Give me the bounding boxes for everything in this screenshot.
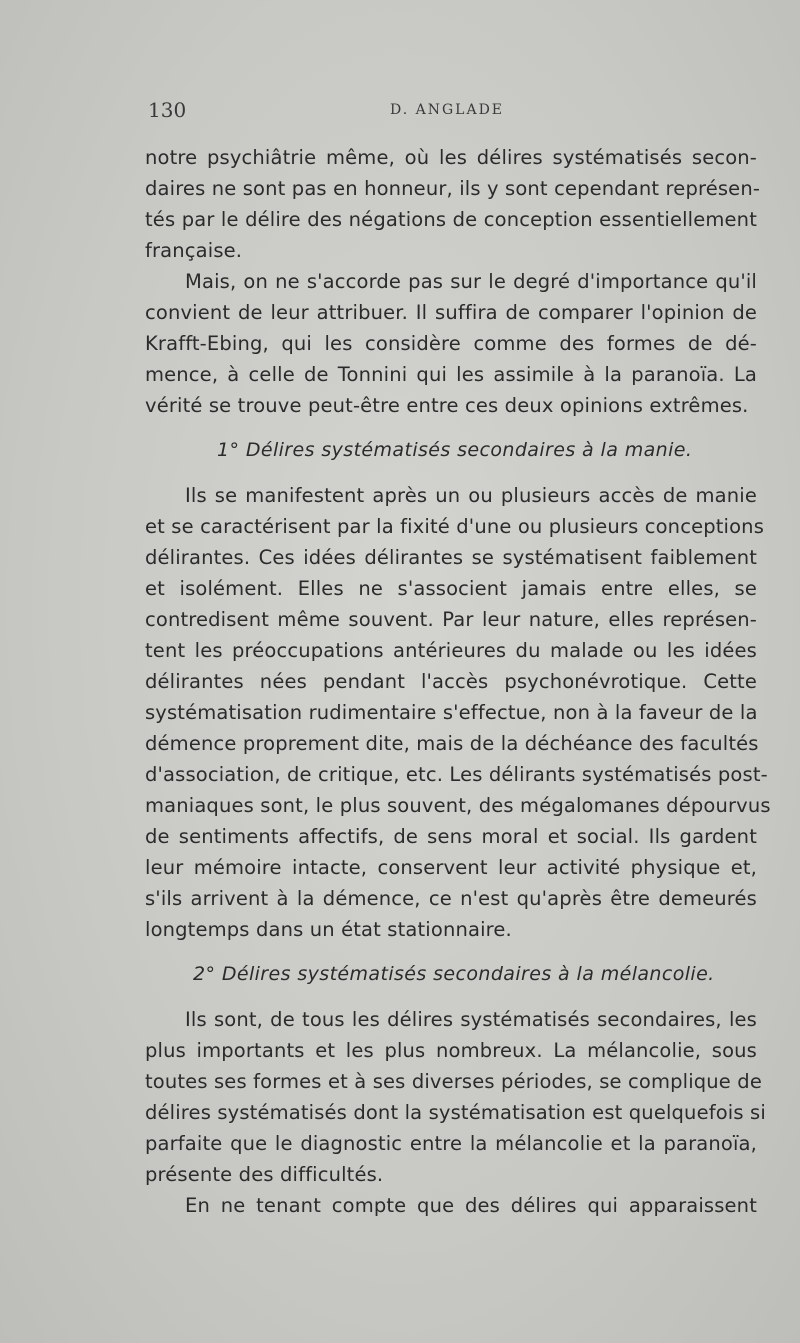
text-line: En ne tenant compte que des délires qui apparaissent: [185, 1194, 757, 1217]
text-line: mence, à celle de Tonnini qui les assimile à la paranoïa. La: [145, 363, 757, 386]
section-heading: 1° Délires systématisés secondaires à la manie.: [217, 439, 693, 461]
text-line: contredisent même souvent. Par leur nature, elles représen-: [145, 608, 757, 631]
text-line: toutes ses formes et à ses diverses périodes, se complique de: [145, 1070, 762, 1093]
text-line: de sentiments affectifs, de sens moral et social. Ils gardent: [145, 825, 757, 848]
section-heading: 2° Délires systématisés secondaires à la mélancolie.: [193, 963, 715, 985]
paragraph: [145, 1190, 757, 1221]
text-line: Ils sont, de tous les délires systématisés secondaires, les: [185, 1008, 757, 1031]
text-line: daires ne sont pas en honneur, ils y sont cependant représen-: [145, 177, 761, 200]
text-line: française.: [145, 239, 243, 262]
text-line: leur mémoire intacte, conservent leur activité physique et,: [145, 856, 757, 879]
text-line: d'association, de critique, etc. Les délirants systématisés post-: [145, 763, 768, 786]
text-line: longtemps dans un état stationnaire.: [145, 918, 512, 941]
paragraph: [145, 1004, 766, 1190]
text-line: parfaite que le diagnostic entre la mélancolie et la paranoïa,: [145, 1132, 757, 1155]
text-line: systématisation rudimentaire s'effectue, non à la faveur de la: [145, 701, 758, 724]
text-line: tés par le délire des négations de conception essentiellement: [145, 208, 757, 231]
paragraph: [145, 266, 757, 421]
text-line: convient de leur attribuer. Il suffira de comparer l'opinion de: [145, 301, 757, 324]
text-line: démence proprement dite, mais de la déchéance des facultés: [145, 732, 759, 755]
text-line: vérité se trouve peut-être entre ces deux opinions extrêmes.: [145, 394, 749, 417]
text-line: s'ils arrivent à la démence, ce n'est qu'après être demeurés: [145, 887, 757, 910]
text-line: Krafft-Ebing, qui les considère comme des formes de dé-: [145, 332, 757, 355]
text-line: tent les préoccupations antérieures du malade ou les idées: [145, 639, 757, 662]
text-line: maniaques sont, le plus souvent, des mégalomanes dépourvus: [145, 794, 771, 817]
text-line: et se caractérisent par la fixité d'une ou plusieurs conceptions: [145, 515, 765, 538]
text-line: Mais, on ne s'accorde pas sur le degré d'importance qu'il: [185, 270, 757, 293]
text-line: plus importants et les plus nombreux. La mélancolie, sous: [145, 1039, 757, 1062]
running-head: [148, 98, 754, 122]
text-line: notre psychiâtrie même, où les délires systématisés secon-: [145, 146, 757, 169]
running-head-author: D. ANGLADE: [390, 102, 505, 118]
body-text: [145, 142, 771, 1221]
text-line: présente des difficultés.: [145, 1163, 384, 1186]
page-number: 130: [148, 98, 187, 122]
text-line: délirantes nées pendant l'accès psychonévrotique. Cette: [145, 670, 757, 693]
text-line: Ils se manifestent après un ou plusieurs accès de manie: [185, 484, 757, 507]
paragraph: [145, 480, 771, 945]
paragraph: [145, 142, 761, 266]
text-line: et isolément. Elles ne s'associent jamais entre elles, se: [145, 577, 757, 600]
text-line: délires systématisés dont la systématisation est quelquefois si: [145, 1101, 766, 1124]
text-line: délirantes. Ces idées délirantes se systématisent faiblement: [145, 546, 757, 569]
